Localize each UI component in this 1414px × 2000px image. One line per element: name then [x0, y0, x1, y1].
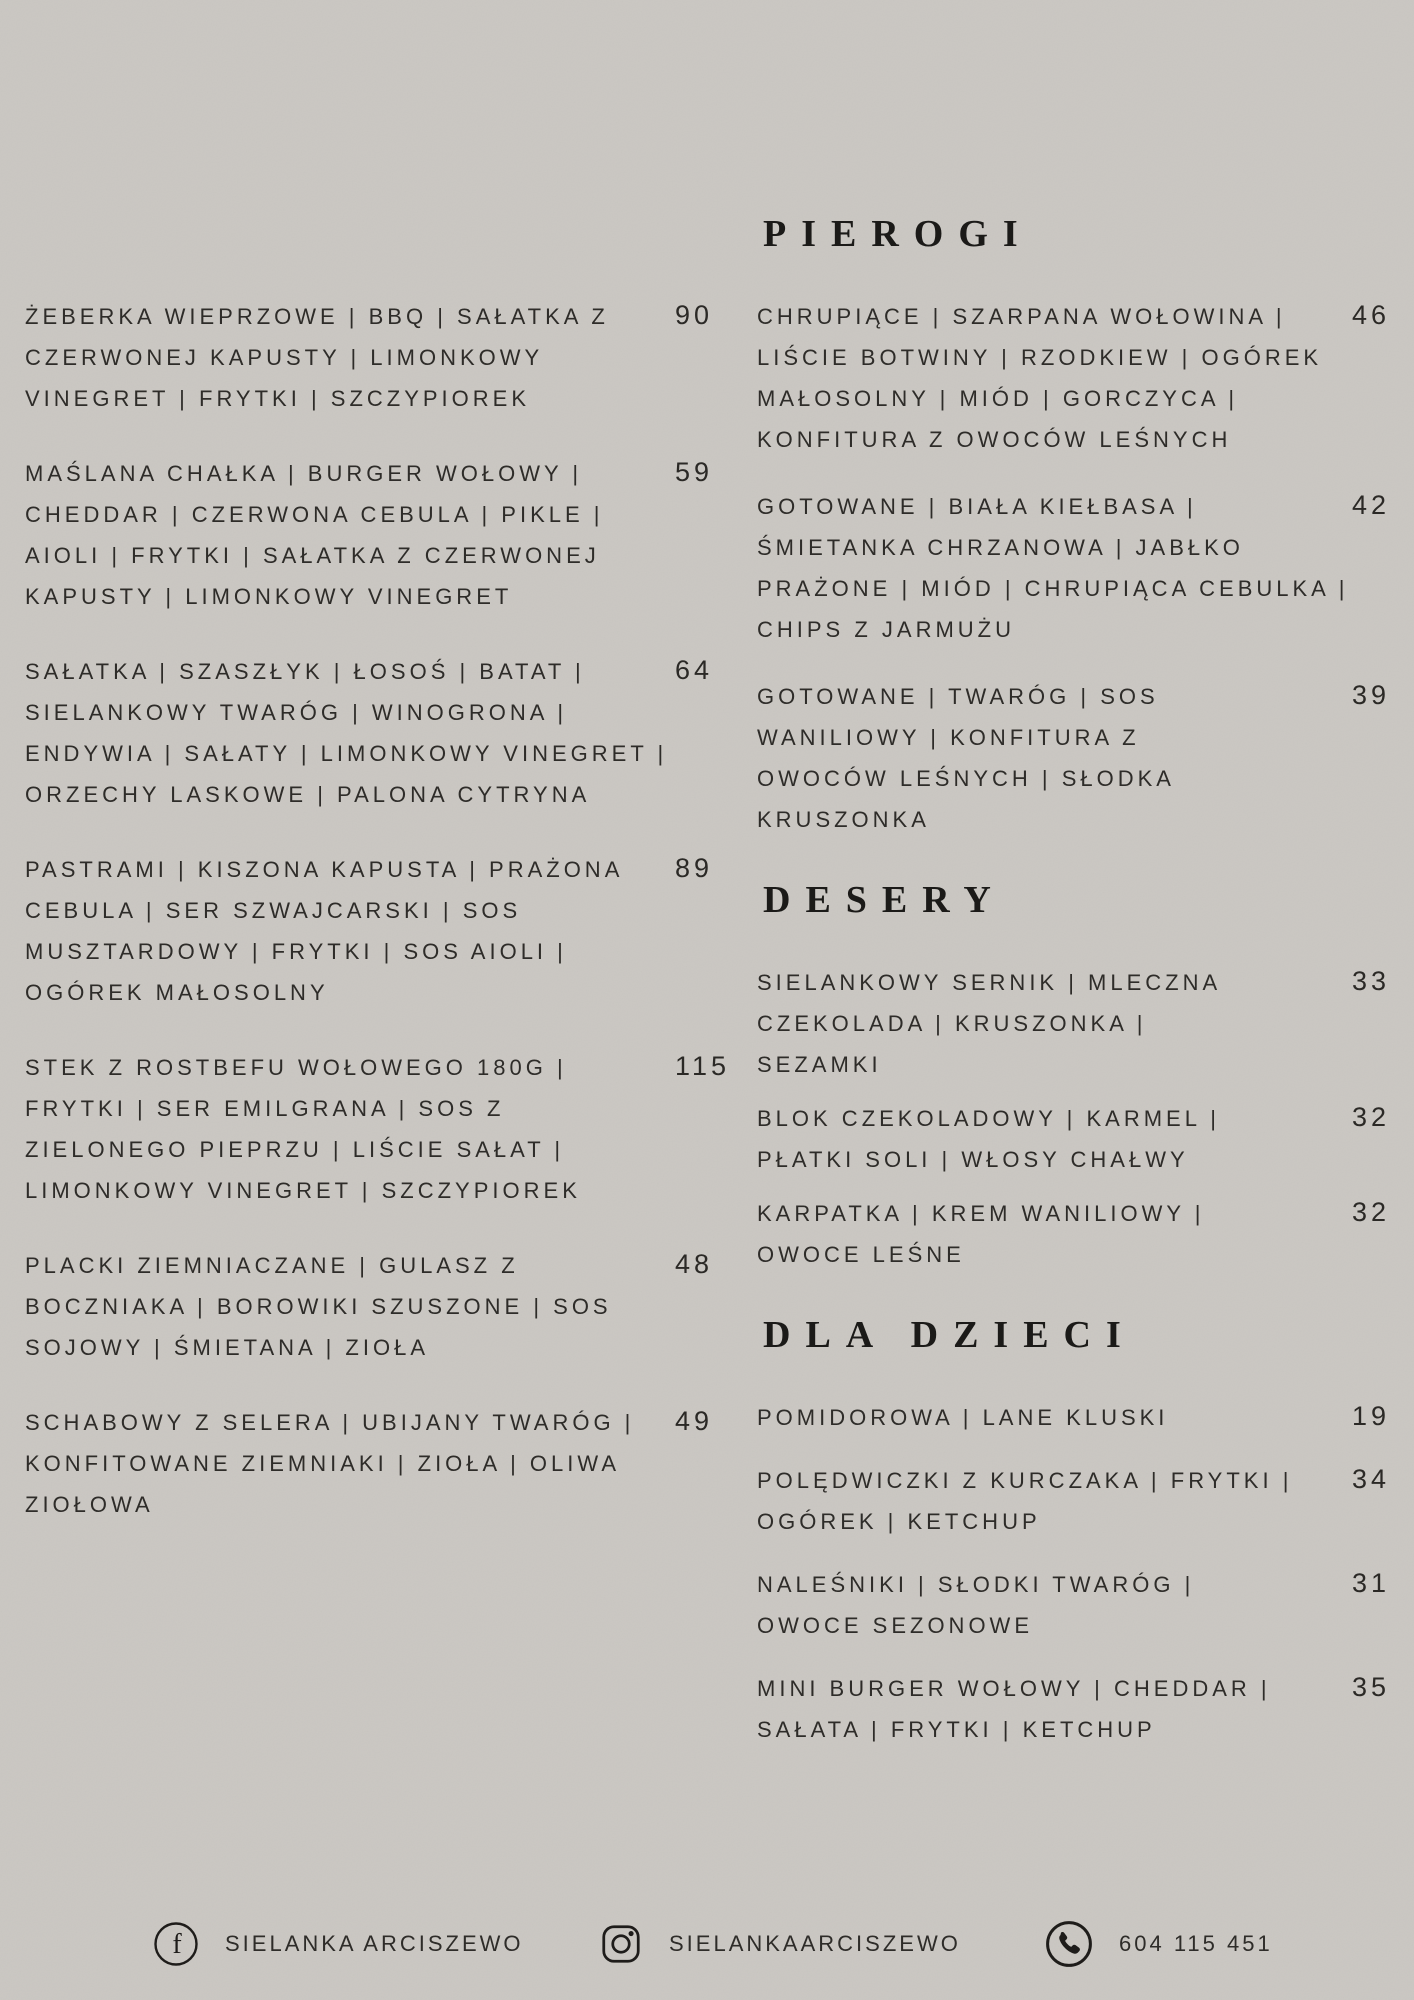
menu-item [25, 1245, 737, 1368]
item-description-line: CHRUPIĄCE | SZARPANA WOŁOWINA | [757, 304, 1286, 329]
item-description-line: KARPATKA | KREM WANILIOWY | [757, 1201, 1205, 1226]
item-price: 32 [1352, 1102, 1391, 1132]
item-description-line: OWOCE SEZONOWE [757, 1613, 1033, 1638]
item-description-line: PASTRAMI | KISZONA KAPUSTA | PRAŻONA [25, 857, 624, 882]
section-heading: PIEROGI [763, 213, 1033, 255]
item-description-line: CZERWONEJ KAPUSTY | LIMONKOWY [25, 345, 544, 370]
item-price: 89 [675, 853, 714, 883]
item-description-line: BLOK CZEKOLADOWY | KARMEL | [757, 1106, 1220, 1131]
left-menu-column [25, 296, 737, 1559]
menu-section-dla-dzieci [757, 1311, 1414, 1750]
item-description [757, 1668, 1414, 1750]
item-price: 90 [675, 300, 714, 330]
item-description [25, 296, 737, 419]
item-description-line: SEZAMKI [757, 1052, 882, 1077]
footer [0, 1916, 1414, 1972]
phone-contact [1045, 1916, 1273, 1972]
item-price: 33 [1352, 966, 1391, 996]
item-description-line: SOJOWY | ŚMIETANA | ZIOŁA [25, 1335, 430, 1360]
item-description-line: SAŁATKA | SZASZŁYK | ŁOSOŚ | BATAT | [25, 659, 585, 684]
menu-section-pierogi [757, 210, 1414, 840]
item-description-line: KONFITOWANE ZIEMNIAKI | ZIOŁA | OLIWA [25, 1451, 621, 1476]
menu-item [757, 1460, 1414, 1542]
item-description [25, 1402, 737, 1525]
item-description-line: POMIDOROWA | LANE KLUSKI [757, 1405, 1169, 1430]
item-description-line: KAPUSTY | LIMONKOWY VINEGRET [25, 584, 513, 609]
item-description-line: OWOCÓW LEŚNYCH | SŁODKA [757, 766, 1175, 791]
item-description-line: MAŚLANA CHAŁKA | BURGER WOŁOWY | [25, 461, 583, 486]
menu-item [25, 849, 737, 1013]
item-description [25, 1047, 737, 1211]
item-price: 19 [1352, 1401, 1391, 1431]
item-description-line: WANILIOWY | KONFITURA Z [757, 725, 1140, 750]
item-description-line: ŻEBERKA WIEPRZOWE | BBQ | SAŁATKA Z [25, 304, 609, 329]
menu-item [757, 296, 1414, 460]
item-description-line: AIOLI | FRYTKI | SAŁATKA Z CZERWONEJ [25, 543, 600, 568]
item-description-line: CHIPS Z JARMUŻU [757, 617, 1015, 642]
item-description-line: PŁATKI SOLI | WŁOSY CHAŁWY [757, 1147, 1189, 1172]
item-description-line: OGÓREK MAŁOSOLNY [25, 980, 329, 1005]
item-description-line: PRAŻONE | MIÓD | CHRUPIĄCA CEBULKA | [757, 576, 1349, 601]
menu-item [757, 1668, 1414, 1750]
phone-icon [1045, 1920, 1093, 1968]
item-description-line: STEK Z ROSTBEFU WOŁOWEGO 180G | [25, 1055, 567, 1080]
item-description [757, 1564, 1414, 1646]
item-price: 42 [1352, 490, 1391, 520]
item-description-line: ENDYWIA | SAŁATY | LIMONKOWY VINEGRET | [25, 741, 668, 766]
item-price: 34 [1352, 1464, 1391, 1494]
item-description-line: GOTOWANE | TWARÓG | SOS [757, 684, 1159, 709]
item-description-line: KRUSZONKA [757, 807, 930, 832]
item-description-line: SIELANKOWY SERNIK | MLECZNA [757, 970, 1222, 995]
item-description [757, 1397, 1414, 1438]
instagram-contact [599, 1916, 961, 1972]
menu-item [757, 962, 1414, 1085]
item-description-line: BOCZNIAKA | BOROWIKI SZUSZONE | SOS [25, 1294, 612, 1319]
item-description-line: FRYTKI | SER EMILGRANA | SOS Z [25, 1096, 505, 1121]
item-description-line: ORZECHY LASKOWE | PALONA CYTRYNA [25, 782, 591, 807]
menu-item [25, 1402, 737, 1525]
item-price: 46 [1352, 300, 1391, 330]
item-description [25, 651, 737, 815]
item-description [757, 1460, 1414, 1542]
item-description-line: VINEGRET | FRYTKI | SZCZYPIOREK [25, 386, 531, 411]
item-price: 115 [675, 1051, 731, 1081]
item-description [757, 1193, 1414, 1275]
item-price: 49 [675, 1406, 714, 1436]
menu-item [757, 1193, 1414, 1275]
item-price: 32 [1352, 1197, 1391, 1227]
item-description-line: CEBULA | SER SZWAJCARSKI | SOS [25, 898, 522, 923]
item-description-line: OGÓREK | KETCHUP [757, 1509, 1041, 1534]
item-price: 59 [675, 457, 714, 487]
item-description [25, 1245, 737, 1368]
item-description-line: NALEŚNIKI | SŁODKI TWARÓG | [757, 1572, 1195, 1597]
item-price: 64 [675, 655, 714, 685]
menu-section-desery [757, 876, 1414, 1275]
item-description [757, 676, 1414, 840]
menu-item [757, 1098, 1414, 1180]
right-menu-column [757, 210, 1414, 1772]
item-description-line: OWOCE LEŚNE [757, 1242, 965, 1267]
item-price: 48 [675, 1249, 714, 1279]
instagram-icon [599, 1921, 643, 1967]
item-description-line: ZIELONEGO PIEPRZU | LIŚCIE SAŁAT | [25, 1137, 565, 1162]
item-description-line: CHEDDAR | CZERWONA CEBULA | PIKLE | [25, 502, 604, 527]
item-description-line: MUSZTARDOWY | FRYTKI | SOS AIOLI | [25, 939, 567, 964]
item-description [757, 486, 1414, 650]
menu-item [25, 453, 737, 617]
item-description-line: SAŁATA | FRYTKI | KETCHUP [757, 1717, 1156, 1742]
item-description-line: LIŚCIE BOTWINY | RZODKIEW | OGÓREK [757, 345, 1323, 370]
menu-item [757, 1397, 1414, 1438]
menu-item [757, 676, 1414, 840]
item-price: 31 [1352, 1568, 1391, 1598]
item-description-line: GOTOWANE | BIAŁA KIEŁBASA | [757, 494, 1197, 519]
menu-item [25, 1047, 737, 1211]
menu-item [757, 1564, 1414, 1646]
menu-item [25, 651, 737, 815]
item-description-line: CZEKOLADA | KRUSZONKA | [757, 1011, 1147, 1036]
item-description-line: PLACKI ZIEMNIACZANE | GULASZ Z [25, 1253, 519, 1278]
item-description [757, 962, 1414, 1085]
svg-text:f: f [172, 1929, 182, 1960]
item-description-line: LIMONKOWY VINEGRET | SZCZYPIOREK [25, 1178, 581, 1203]
instagram-label: SIELANKAARCISZEWO [669, 1931, 961, 1956]
item-price: 35 [1352, 1672, 1391, 1702]
menu-item [25, 296, 737, 419]
item-description-line: SIELANKOWY TWARÓG | WINOGRONA | [25, 700, 568, 725]
item-description-line: KONFITURA Z OWOCÓW LEŚNYCH [757, 427, 1232, 452]
menu-item [757, 486, 1414, 650]
item-description [25, 453, 737, 617]
item-description [757, 296, 1414, 460]
item-description-line: ŚMIETANKA CHRZANOWA | JABŁKO [757, 535, 1244, 560]
item-description-line: MAŁOSOLNY | MIÓD | GORCZYCA | [757, 386, 1239, 411]
facebook-label: SIELANKA ARCISZEWO [225, 1931, 524, 1956]
item-description [757, 1098, 1414, 1180]
item-price: 39 [1352, 680, 1391, 710]
item-description-line: MINI BURGER WOŁOWY | CHEDDAR | [757, 1676, 1271, 1701]
facebook-icon [153, 1921, 199, 1967]
section-heading: DLA DZIECI [763, 1314, 1136, 1356]
item-description-line: POLĘDWICZKI Z KURCZAKA | FRYTKI | [757, 1468, 1293, 1493]
item-description [25, 849, 737, 1013]
item-description-line: ZIOŁOWA [25, 1492, 154, 1517]
item-description-line: SCHABOWY Z SELERA | UBIJANY TWARÓG | [25, 1410, 635, 1435]
phone-label: 604 115 451 [1119, 1931, 1273, 1956]
section-heading: DESERY [763, 879, 1006, 921]
facebook-contact [153, 1916, 524, 1972]
